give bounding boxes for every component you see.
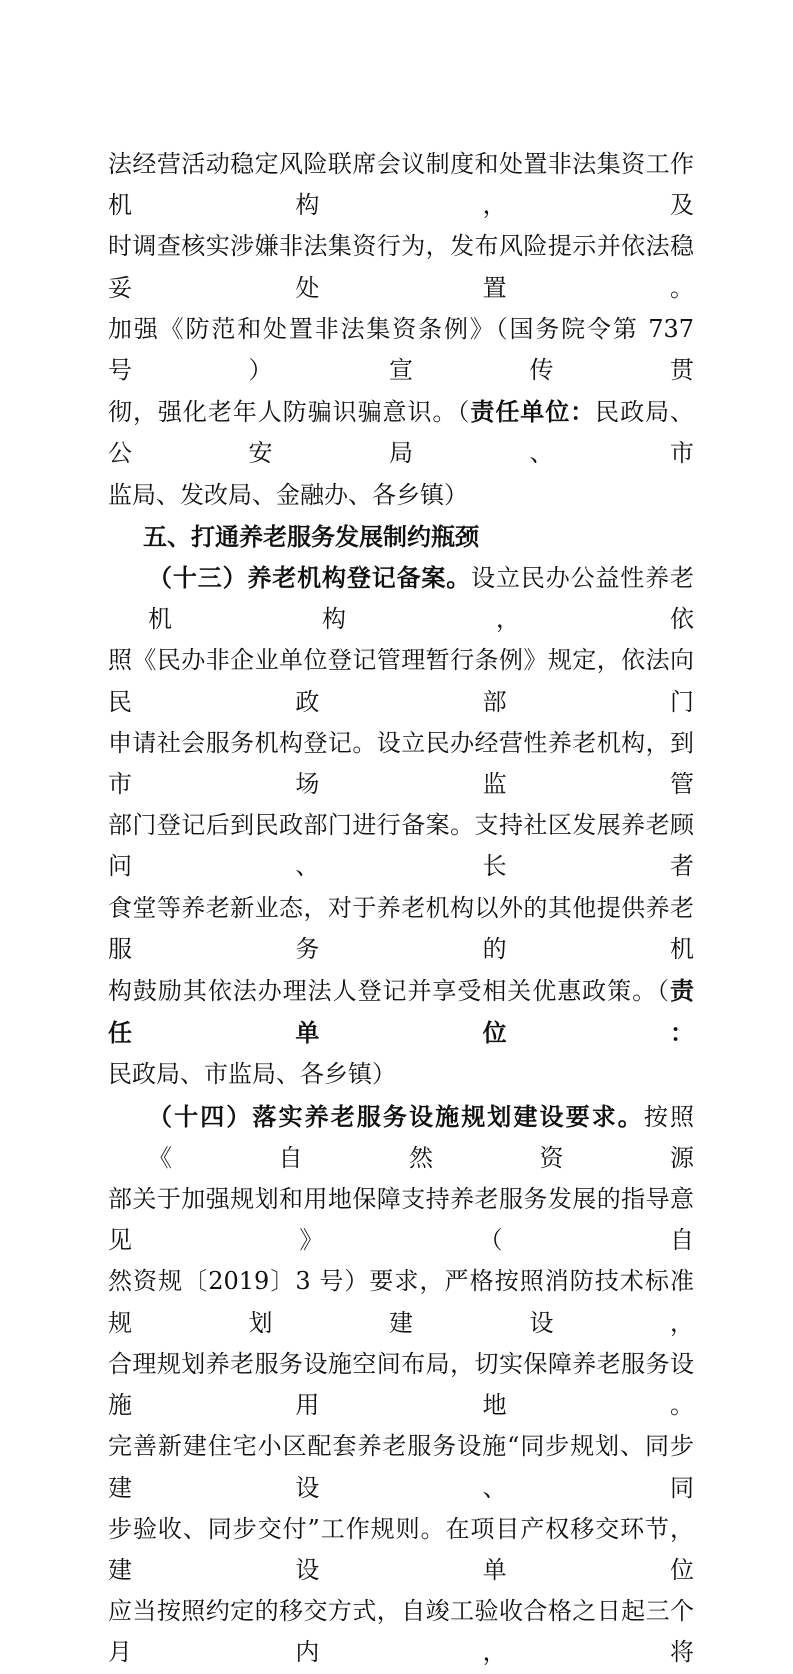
text-segment: 加强《防范和处置非法集资条例》（国务院令第 737 号）宣传贯: [108, 314, 694, 385]
text-line: [108, 475, 694, 516]
text-segment: 然资规〔2019〕3 号）要求，严格按照消防技术标准规划建设，: [108, 1267, 694, 1337]
text-segment: 步验收、同步交付”工作规则。在项目产权移交环节，建设单位: [108, 1514, 694, 1584]
text-segment: 照《民办非企业单位登记管理暂行条例》规定，依法向民政部门: [108, 646, 694, 716]
text-segment: 应当按照约定的移交方式，自竣工验收合格之日起三个月内，将: [108, 1597, 694, 1667]
text-segment: 构鼓励其依法办理法人登记并享受相关优惠政策。（: [108, 977, 670, 1006]
text-segment: 民政局、公安局、市: [108, 398, 695, 468]
text-line: [108, 391, 694, 474]
text-segment: 民政局、市监局、各乡镇）: [108, 1060, 396, 1089]
text-line: [108, 805, 694, 887]
text-line: [108, 557, 694, 640]
text-segment: 五、打通养老服务发展制约瓶颈: [143, 521, 479, 551]
text-line: [108, 309, 694, 391]
text-segment: 完善新建住宅小区配套养老服务设施“同步规划、同步建设、同: [108, 1432, 694, 1502]
text-line: [108, 1344, 694, 1426]
document-body: [108, 144, 694, 1674]
text-segment: 部关于加强规划和用地保障支持养老服务发展的指导意见》（自: [108, 1185, 694, 1255]
text-segment: 彻，强化老年人防骗识骗意识。（: [108, 398, 471, 427]
text-line: [108, 1509, 694, 1591]
text-segment: 合理规划养老服务设施空间布局，切实保障养老服务设施用地。: [108, 1349, 694, 1420]
text-line: [108, 1261, 694, 1343]
bold-text: 责任单位：: [470, 397, 596, 427]
text-segment: 设立民办公益性养老机构，依: [148, 564, 695, 634]
text-line: [108, 1591, 694, 1673]
text-line: [108, 970, 694, 1054]
text-segment: 部门登记后到民政部门进行备案。支持社区发展养老顾问、长者: [108, 811, 694, 881]
text-line: [108, 888, 694, 970]
text-line: [108, 226, 694, 308]
bold-text: （十三）养老机构登记备案。: [148, 563, 472, 593]
bold-text: （十四）落实养老服务设施规划建设要求。: [148, 1101, 644, 1131]
text-line: [108, 144, 694, 226]
text-line: [108, 1054, 694, 1095]
text-segment: 申请社会服务机构登记。设立民办经营性养老机构，到市场监管: [108, 728, 694, 799]
text-line: [108, 723, 694, 805]
text-segment: 法经营活动稳定风险联席会议制度和处置非法集资工作机构，及: [108, 150, 694, 220]
section-heading: [108, 516, 694, 557]
bold-text: 责任单位：: [108, 976, 694, 1048]
text-line: [108, 1426, 694, 1508]
text-segment: 食堂等养老新业态，对于养老机构以外的其他提供养老服务的机: [108, 893, 694, 963]
text-segment: 时调查核实涉嫌非法集资行为，发布风险提示并依法稳妥处置。: [108, 232, 694, 302]
text-segment: 按照《自然资源: [148, 1102, 695, 1172]
text-line: [108, 1179, 694, 1261]
text-line: [108, 1096, 694, 1179]
text-line: [108, 640, 694, 722]
text-segment: 监局、发改局、金融办、各乡镇）: [108, 480, 468, 509]
